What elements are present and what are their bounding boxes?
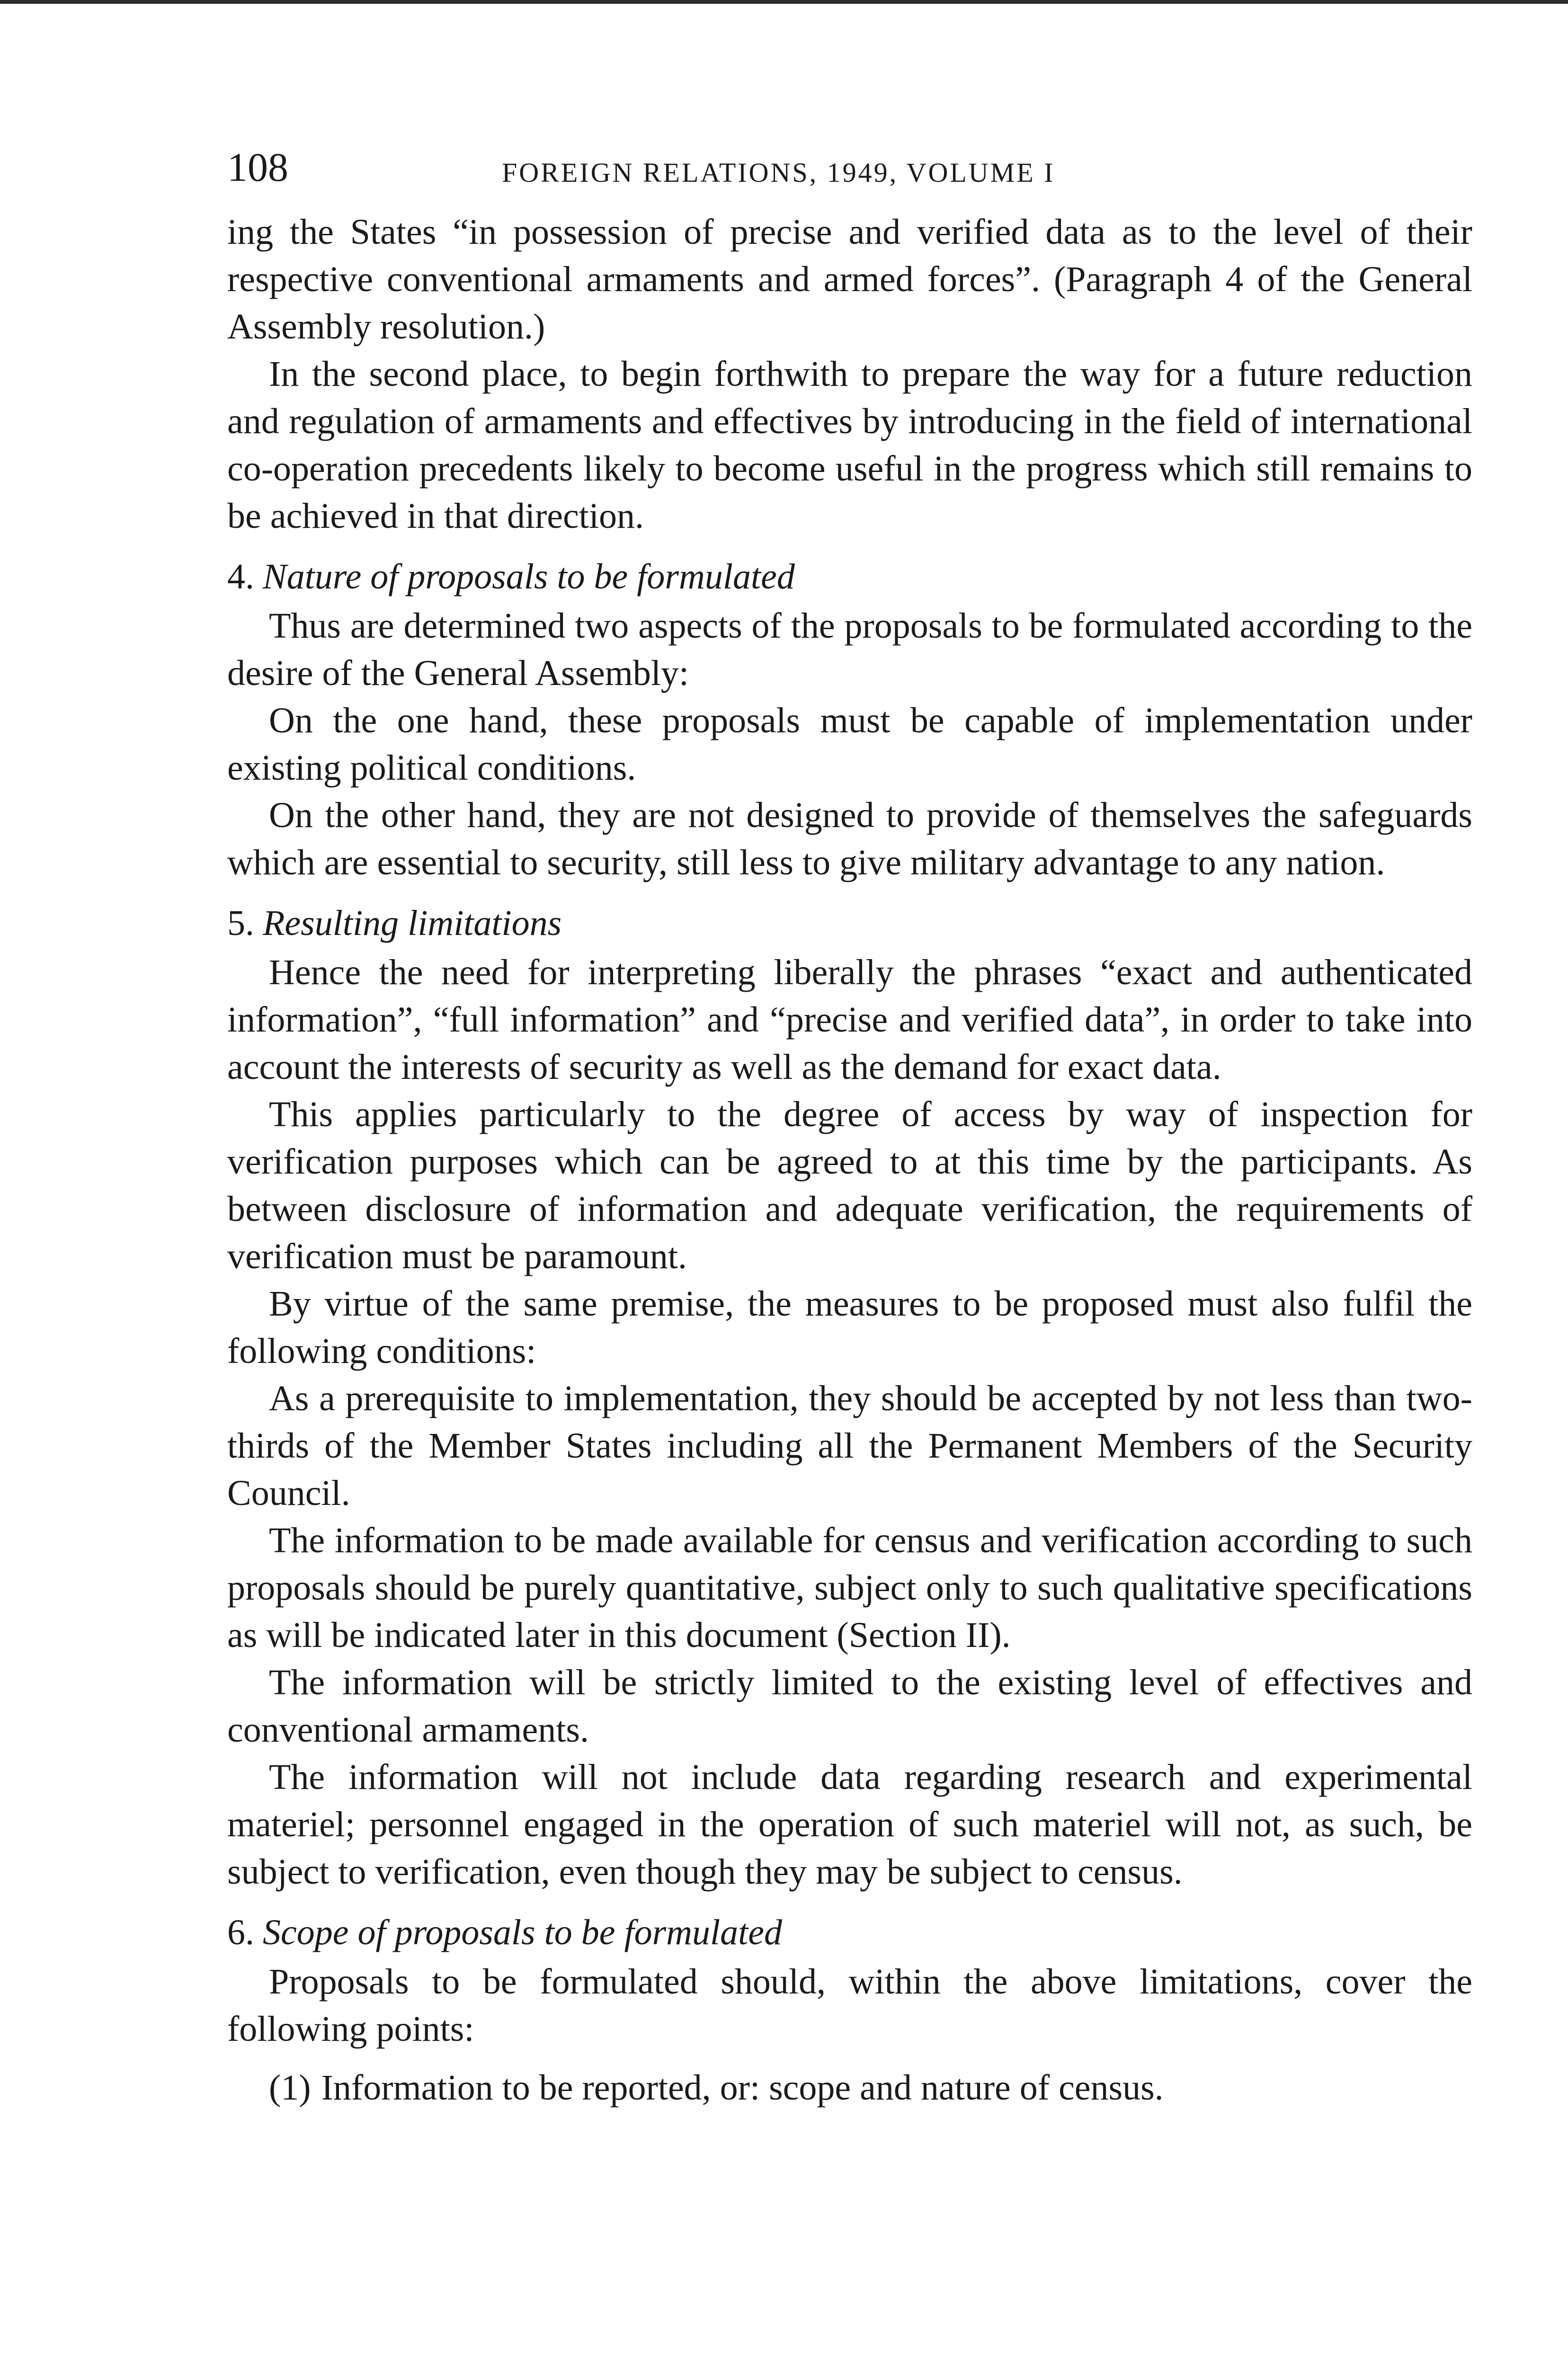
paragraph: Thus are determined two aspects of the proposals to be formulated according to the desire of the General Assembly: xyxy=(227,606,1472,693)
section-heading-4 xyxy=(227,553,1472,600)
paragraph: On the one hand, these proposals must be capable of implementation under existing political conditions. xyxy=(227,701,1472,788)
section-heading-6 xyxy=(227,1909,1472,1956)
paragraph-continuation: ing the States “in possession of precise and verified data as to the level of their respective conventional armaments and armed forces”. (Paragraph 4 of the General Assembly resolution.) xyxy=(227,212,1472,347)
paragraph: On the other hand, they are not designed to provide of themselves the safeguards which are essential to security, still less to give military advantage to any nation. xyxy=(227,795,1472,882)
section-number: 6. xyxy=(227,1913,254,1952)
top-border-rule xyxy=(0,0,1568,4)
paragraph: The information to be made available for census and verification according to such proposals should be purely quantitative, subject only to such qualitative specifications as will be indicated later in this document (Section II). xyxy=(227,1521,1472,1655)
paragraph: Hence the need for interpreting liberally the phrases “exact and authenticated information”, “full information” and “precise and verified data”, in order to take into account the interests of security as well as the demand for exact data. xyxy=(227,952,1472,1087)
list-item-number: (1) xyxy=(269,2068,311,2108)
paragraph: As a prerequisite to implementation, they should be accepted by not less than two-thirds of the Member States including all the Permanent Members of the Security Council. xyxy=(227,1379,1472,1513)
section-title: Scope of proposals to be formulated xyxy=(263,1913,782,1952)
section-number: 4. xyxy=(227,557,254,596)
paragraph: By virtue of the same premise, the measures to be proposed must also fulfil the following conditions: xyxy=(227,1284,1472,1371)
page-number: 108 xyxy=(227,144,288,190)
running-header xyxy=(227,137,1472,204)
paragraph: This applies particularly to the degree of access by way of inspection for verification purposes which can be agreed to at this time by the participants. As between disclosure of information and adequate verification, the requirements of verification must be paramount. xyxy=(227,1095,1472,1276)
section-title: Nature of proposals to be formulated xyxy=(263,557,795,596)
section-number: 5. xyxy=(227,903,254,943)
paragraph: Proposals to be formulated should, within the above limitations, cover the following points: xyxy=(227,1962,1472,2049)
document-page xyxy=(227,137,1472,2111)
paragraph-second-place: In the second place, to begin forthwith to prepare the way for a future reduction and regulation of armaments and effectives by introducing in the field of international co-operation precedents likely to become useful in the progress which still remains to be achieved in that direction. xyxy=(227,354,1472,536)
paragraph: The information will be strictly limited to the existing level of effectives and conventional armaments. xyxy=(227,1663,1472,1750)
paragraph: The information will not include data regarding research and experimental materiel; personnel engaged in the operation of such materiel will not, as such, be subject to verification, even though they may be subject to census. xyxy=(227,1757,1472,1892)
running-title: FOREIGN RELATIONS, 1949, VOLUME I xyxy=(502,157,1055,188)
list-item-text: Information to be reported, or: scope and nature of census. xyxy=(321,2068,1164,2108)
list-item xyxy=(227,2064,1472,2111)
section-title: Resulting limitations xyxy=(263,903,562,943)
section-heading-5 xyxy=(227,899,1472,947)
